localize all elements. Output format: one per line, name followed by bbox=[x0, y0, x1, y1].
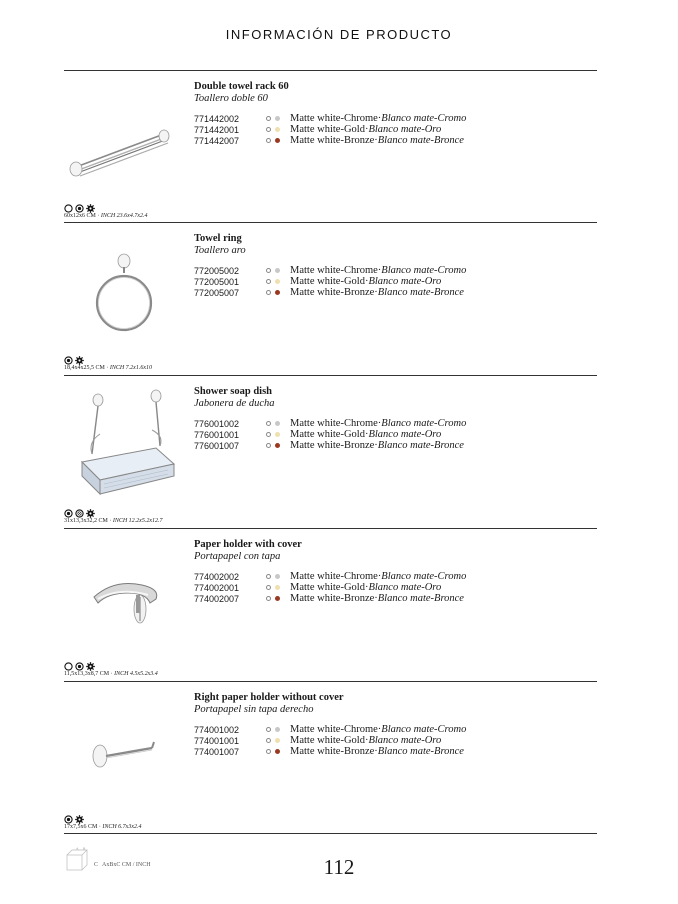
soap-dish-image bbox=[64, 384, 188, 502]
finish-separator: · bbox=[364, 124, 369, 135]
finish-description-es: Blanco mate-Bronce bbox=[377, 135, 464, 146]
finish-separator: · bbox=[377, 418, 382, 429]
variant-list bbox=[194, 418, 594, 451]
product-info bbox=[194, 539, 594, 604]
dot-circle-icon bbox=[75, 200, 84, 209]
product-code: 771442001 bbox=[194, 124, 240, 135]
dot-circle-icon bbox=[64, 505, 73, 514]
white-swatch-icon bbox=[266, 596, 271, 601]
dimensions-inch: INCH 23.6x4.7x2.4 bbox=[100, 213, 148, 219]
finish-description-es: Blanco mate-Oro bbox=[368, 735, 442, 746]
product-code: 774001001 bbox=[194, 735, 240, 746]
variant-row bbox=[194, 429, 594, 440]
white-swatch-icon bbox=[266, 585, 271, 590]
hatched-circle-icon bbox=[75, 505, 84, 514]
finish-description: Matte white-Bronze bbox=[290, 440, 375, 451]
finish-swatch-icon bbox=[275, 727, 280, 732]
variant-list bbox=[194, 571, 594, 604]
variant-row bbox=[194, 265, 594, 276]
finish-separator: · bbox=[377, 571, 382, 582]
product-section bbox=[64, 375, 597, 528]
variant-row bbox=[194, 746, 594, 757]
legend-letter-c: C bbox=[94, 862, 99, 868]
product-name-es: Toallero doble 60 bbox=[194, 93, 268, 104]
product-code: 776001001 bbox=[194, 429, 240, 440]
product-name-es: Jabonera de ducha bbox=[194, 398, 275, 409]
finish-separator: · bbox=[374, 135, 378, 146]
finish-swatch-icon bbox=[275, 585, 280, 590]
variant-row bbox=[194, 571, 594, 582]
white-swatch-icon bbox=[266, 432, 271, 437]
finish-separator: · bbox=[374, 593, 378, 604]
finish-description-es: Blanco mate-Cromo bbox=[381, 265, 467, 276]
product-code: 772005001 bbox=[194, 276, 240, 287]
product-info bbox=[194, 692, 594, 757]
dot-circle-icon bbox=[75, 658, 84, 667]
product-code: 776001007 bbox=[194, 440, 240, 451]
finish-swatch-icon bbox=[275, 596, 280, 601]
certification-icons bbox=[64, 811, 84, 822]
certification-icons bbox=[64, 658, 95, 669]
variant-list bbox=[194, 265, 594, 298]
page-header: INFORMACIÓN DE PRODUCTO bbox=[225, 27, 453, 42]
legend-text: AxBxC CM / INCH bbox=[102, 862, 151, 868]
dimensions-separator: · bbox=[107, 518, 113, 524]
variant-row bbox=[194, 735, 594, 746]
finish-description: Matte white-Chrome bbox=[290, 724, 378, 735]
dimensions bbox=[64, 518, 163, 524]
dimensions-inch: INCH 7.2x1.6x10 bbox=[109, 365, 153, 371]
finish-swatch-icon bbox=[275, 138, 280, 143]
finish-description: Matte white-Gold bbox=[290, 124, 365, 135]
finish-swatch-icon bbox=[275, 432, 280, 437]
variant-row bbox=[194, 593, 594, 604]
white-swatch-icon bbox=[266, 749, 271, 754]
finish-separator: · bbox=[364, 429, 369, 440]
product-code: 774002007 bbox=[194, 593, 240, 604]
white-swatch-icon bbox=[266, 443, 271, 448]
product-code: 772005007 bbox=[194, 287, 240, 298]
finish-description: Matte white-Gold bbox=[290, 735, 365, 746]
product-code: 772005002 bbox=[194, 265, 240, 276]
certification-icons bbox=[64, 200, 95, 211]
gear-icon bbox=[75, 811, 84, 820]
product-name: Shower soap dish bbox=[194, 386, 273, 397]
product-code: 774002002 bbox=[194, 571, 240, 582]
finish-description: Matte white-Bronze bbox=[290, 287, 375, 298]
finish-description: Matte white-Bronze bbox=[290, 746, 375, 757]
finish-description-es: Blanco mate-Oro bbox=[368, 429, 442, 440]
finish-separator: · bbox=[374, 287, 378, 298]
dimensions bbox=[64, 213, 148, 219]
variant-list bbox=[194, 724, 594, 757]
dimensions-separator: · bbox=[104, 365, 110, 371]
dimensions-cm: 17x7,5x6 CM bbox=[64, 824, 98, 830]
finish-swatch-icon bbox=[275, 268, 280, 273]
towel-ring-image bbox=[64, 231, 188, 349]
finish-swatch-icon bbox=[275, 574, 280, 579]
finish-description-es: Blanco mate-Cromo bbox=[381, 418, 467, 429]
variant-row bbox=[194, 276, 594, 287]
finish-swatch-icon bbox=[275, 127, 280, 132]
dimensions-cm: 31x13,3x32,2 CM bbox=[64, 518, 108, 524]
product-info bbox=[194, 81, 594, 146]
white-swatch-icon bbox=[266, 116, 271, 121]
white-swatch-icon bbox=[266, 727, 271, 732]
variant-row bbox=[194, 287, 594, 298]
product-name: Double towel rack 60 bbox=[194, 81, 289, 92]
variant-row bbox=[194, 440, 594, 451]
finish-swatch-icon bbox=[275, 443, 280, 448]
gear-icon bbox=[86, 200, 95, 209]
finish-description-es: Blanco mate-Oro bbox=[368, 276, 442, 287]
legend-letter-a: A bbox=[76, 846, 79, 851]
dimensions-cm: 60x12x6 CM bbox=[64, 213, 96, 219]
product-name-es: Portapapel sin tapa derecho bbox=[194, 704, 314, 715]
dimensions-separator: · bbox=[109, 671, 115, 677]
white-swatch-icon bbox=[266, 290, 271, 295]
finish-description: Matte white-Gold bbox=[290, 582, 365, 593]
finish-separator: · bbox=[364, 276, 369, 287]
dimensions bbox=[64, 824, 142, 830]
variant-row bbox=[194, 124, 594, 135]
page-number: 112 bbox=[323, 855, 355, 879]
finish-separator: · bbox=[364, 735, 369, 746]
product-info bbox=[194, 386, 594, 451]
product-name-es: Toallero aro bbox=[194, 245, 246, 256]
finish-description: Matte white-Chrome bbox=[290, 418, 378, 429]
product-section bbox=[64, 222, 597, 375]
certification-icons bbox=[64, 505, 95, 516]
dimensions-cm: 18,4x4x25,5 CM bbox=[64, 365, 105, 371]
variant-row bbox=[194, 724, 594, 735]
finish-separator: · bbox=[377, 724, 382, 735]
product-name-es: Portapapel con tapa bbox=[194, 551, 281, 562]
finish-separator: · bbox=[377, 265, 382, 276]
finish-description: Matte white-Bronze bbox=[290, 593, 375, 604]
paper-holder-image bbox=[64, 690, 188, 808]
product-code: 774002001 bbox=[194, 582, 240, 593]
product-name: Right paper holder without cover bbox=[194, 692, 344, 703]
finish-description-es: Blanco mate-Bronce bbox=[377, 287, 464, 298]
variant-row bbox=[194, 418, 594, 429]
finish-description-es: Blanco mate-Cromo bbox=[381, 571, 467, 582]
finish-description: Matte white-Chrome bbox=[290, 571, 378, 582]
dimensions bbox=[64, 365, 152, 371]
gear-icon bbox=[86, 658, 95, 667]
dimensions-inch: INCH 12.2x5.2x12.7 bbox=[112, 518, 163, 524]
finish-description-es: Blanco mate-Cromo bbox=[381, 724, 467, 735]
gear-icon bbox=[86, 505, 95, 514]
variant-row bbox=[194, 135, 594, 146]
finish-description-es: Blanco mate-Bronce bbox=[377, 746, 464, 757]
product-info bbox=[194, 233, 594, 298]
product-code: 771442002 bbox=[194, 113, 240, 124]
dimensions-inch: INCH 6.7x3x2.4 bbox=[102, 824, 142, 830]
dimensions-cm: 11,5x13,3x8,7 CM bbox=[64, 671, 110, 677]
finish-swatch-icon bbox=[275, 421, 280, 426]
towel-rack-image bbox=[64, 79, 188, 197]
finish-description: Matte white-Gold bbox=[290, 276, 365, 287]
variant-row bbox=[194, 113, 594, 124]
white-swatch-icon bbox=[266, 574, 271, 579]
finish-separator: · bbox=[374, 746, 378, 757]
dimensions bbox=[64, 671, 158, 677]
finish-description-es: Blanco mate-Bronce bbox=[377, 593, 464, 604]
paper-holder-cover-image bbox=[64, 537, 188, 655]
finish-description-es: Blanco mate-Oro bbox=[368, 124, 442, 135]
finish-swatch-icon bbox=[275, 749, 280, 754]
white-swatch-icon bbox=[266, 127, 271, 132]
white-swatch-icon bbox=[266, 738, 271, 743]
product-section bbox=[64, 681, 597, 834]
white-swatch-icon bbox=[266, 279, 271, 284]
white-swatch-icon bbox=[266, 268, 271, 273]
finish-swatch-icon bbox=[275, 279, 280, 284]
dimensions-inch: INCH 4.5x5.2x3.4 bbox=[114, 671, 158, 677]
finish-description: Matte white-Bronze bbox=[290, 135, 375, 146]
white-swatch-icon bbox=[266, 421, 271, 426]
finish-swatch-icon bbox=[275, 290, 280, 295]
finish-description: Matte white-Chrome bbox=[290, 113, 378, 124]
finish-separator: · bbox=[377, 113, 382, 124]
ring-icon bbox=[64, 658, 73, 667]
product-name: Paper holder with cover bbox=[194, 539, 302, 550]
product-code: 776001002 bbox=[194, 418, 240, 429]
bottom-divider bbox=[64, 833, 597, 834]
product-code: 771442007 bbox=[194, 135, 240, 146]
finish-description-es: Blanco mate-Cromo bbox=[381, 113, 467, 124]
dimensions-separator: · bbox=[97, 824, 103, 830]
finish-separator: · bbox=[364, 582, 369, 593]
ring-icon bbox=[64, 200, 73, 209]
certification-icons bbox=[64, 352, 84, 363]
white-swatch-icon bbox=[266, 138, 271, 143]
finish-separator: · bbox=[374, 440, 378, 451]
finish-description: Matte white-Chrome bbox=[290, 265, 378, 276]
variant-row bbox=[194, 582, 594, 593]
dimensions-separator: · bbox=[95, 213, 101, 219]
product-section bbox=[64, 70, 597, 223]
product-code: 774001007 bbox=[194, 746, 240, 757]
finish-description-es: Blanco mate-Oro bbox=[368, 582, 442, 593]
dot-circle-icon bbox=[64, 811, 73, 820]
product-name: Towel ring bbox=[194, 233, 242, 244]
product-code: 774001002 bbox=[194, 724, 240, 735]
finish-swatch-icon bbox=[275, 116, 280, 121]
legend-letter-b: B bbox=[83, 846, 86, 851]
dot-circle-icon bbox=[64, 352, 73, 361]
gear-icon bbox=[75, 352, 84, 361]
variant-list bbox=[194, 113, 594, 146]
product-section bbox=[64, 528, 597, 681]
finish-description-es: Blanco mate-Bronce bbox=[377, 440, 464, 451]
finish-description: Matte white-Gold bbox=[290, 429, 365, 440]
finish-swatch-icon bbox=[275, 738, 280, 743]
